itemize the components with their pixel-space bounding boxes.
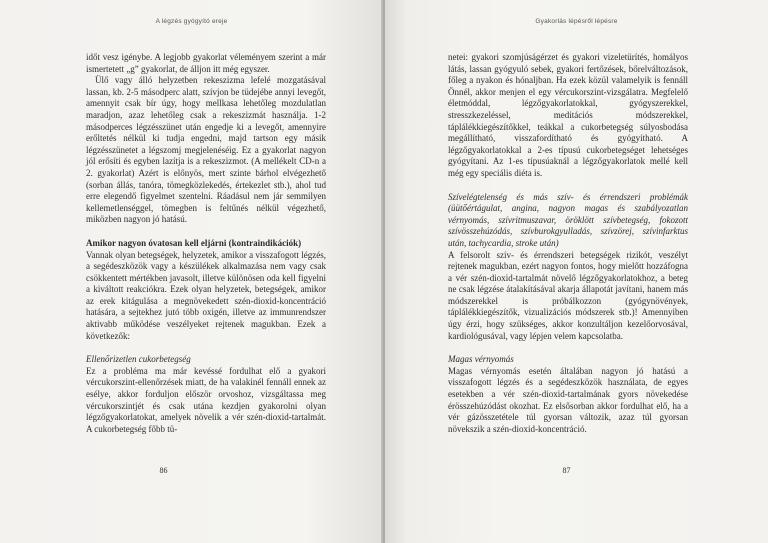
page-number-left: 86: [159, 466, 168, 475]
paragraph: Magas vérnyomás esetén általában nagyon jó hatású a visszafogott légzés és a segédeszközök használata, de egyes esetekben a vér szén-dioxid-tartalmának gyors növekedése érösszehúzódást okozhat. Ez elsősorban akkor fordulhat elő, ha a vér gázösszetétele túl gyorsan változik, azaz túl gyorsan növekszik a szén-dioxid-koncentráció.: [448, 365, 688, 434]
paragraph: Ülő vagy álló helyzetben rekeszizma lefelé mozgatásával lassan, kb. 2-5 másodperc alatt, szívjon be tüdejébe annyi levegőt, amennyit csak bír úgy, hogy mellkasa lehetőleg mozdulatlan maradjon, azaz lehetőleg csak a rekeszizmát használja. 1-2 másodperces légzésszünet után engedje ki a levegőt, amennyire erőltetés nélkül ki tudja engedni, majd tartson egy másik légzésszünetet a légszomj megjelenéséig. Ez a gyakorlat nagyon jól erősíti és egyben lazítja is a rekeszizmot. (A mellékelt CD-n a 2. gyakorlat) Azért is előnyös, mert szinte bárhol elvégezhető (sorban állás, tanóra, tömegközlekedés, értekezlet stb.), ahol tud erre elegendő figyelmet szentelni. Ráadásul nem jár semmilyen kellemetlenséggel, tömegben is feltűnés nélkül végezhető, miközben nagyon jó hatású.: [86, 75, 326, 225]
page-number-right: 87: [562, 466, 571, 475]
right-page: [385, 0, 768, 543]
paragraph: időt vesz igénybe. A legjobb gyakorlat véleményem szerint a már ismertetett „g” gyakorlat, de álljon itt még egyszer.: [86, 52, 326, 74]
paragraph: netei: gyakori szomjúságérzet és gyakori vizeletürítés, homályos látás, lassan gyógyuló sebek, gyakori fertőzések, bőrelváltozások, főleg a nyakon és hónaljban. Ha ezek közül valamelyik is fennáll Önnél, akkor menjen el egy vércukorszint-vizsgálatra. Megfelelő életmóddal, légzőgyakorlatokkal, gyógyszerekkel, stresszkezeléssel, meditációs módszerekkel, táplálékkiegészítőkkel, teákkal a cukorbetegség súlyosbodása megállítható, visszafordítható és gyógyítható. A légzőgyakorlatokkal a 2-es típusú cukorbetegséget lehetséges gyógyítani. Az 1-es típusúaknál a légzőgyakorlatok mellé kell még egy speciális diéta is.: [448, 52, 688, 178]
paragraph: Vannak olyan betegségek, helyzetek, amikor a visszafogott légzés, a segédeszközök vagy a készülékek alkalmazása nem vagy csak csökkentett mértékben javasolt, illetve különösen oda kell figyelni a kiváltott reakciókra. Ezek olyan helyzetek, betegségek, amikor az erek kitágulása a megnövekedett szén-dioxid-koncentráció hatására, a sejtekhez jutó több oxigén, illetve az immunrendszer aktivabb működése veszélyeket rejtenek magukban. Ezek a következők:: [86, 249, 326, 341]
paragraph: Ez a probléma ma már kevéssé fordulhat elő a gyakori vércukorszint-ellenőrzések miatt, de ha valakinél fennáll ennek az esélye, akkor forduljon először orvoshoz, vizsgáltassa meg vércukorszintjét és csak utána kezdjen gyakorolni olyan légzőgyakorlatokat, amelyek növelik a vér szén-dioxid-tartalmát. A cukorbetegség főbb tü-: [86, 365, 326, 434]
subsection-heading: Magas vérnyomás: [448, 354, 514, 365]
italic-heading: Szívelégtelenség és más szív- és érrendszeri problémák (üütőértágulat, angina, nagyon magas és szabályozatlan vérnyomás, szívritmuszavar, öröklött szívbetegség, fokozott szívösszehúzódás, szívburokgyulladás, szívzörej, szívinfarktus után, tachycardia, stroke után): [448, 191, 688, 248]
running-head-right: Gyakorlás lépésről lépésre: [535, 18, 618, 25]
left-page-text: [86, 52, 326, 435]
paragraph: A felsorolt szív- és érrendszeri betegségek rizikót, veszélyt rejtenek magukban, ezért nagyon fontos, hogy mielőtt hozzáfogna a vér szén-dioxid-tartalmát növelő légzőgyakorlatokhoz, a beteg ne csak légzése átalakításával akarja állapotát javítani, hanem más módszerekkel is próbálkozzon (gyógynövények, táplálékkiegészítők, vizualizációs módszerek stb.)! Amennyiben úgy érzi, hogy szükséges, akkor konzultáljon kezelőorvosával, kardiológusával, vagy lépjen velem kapcsolatba.: [448, 249, 688, 341]
section-heading: Amikor nagyon óvatosan kell eljárni (kontraindikációk): [86, 237, 302, 248]
right-page-text: [448, 52, 688, 435]
running-head-left: A légzés gyógyító ereje: [155, 18, 228, 25]
left-page: [0, 0, 383, 543]
subsection-heading: Ellenőrizetlen cukorbetegség: [86, 354, 191, 365]
